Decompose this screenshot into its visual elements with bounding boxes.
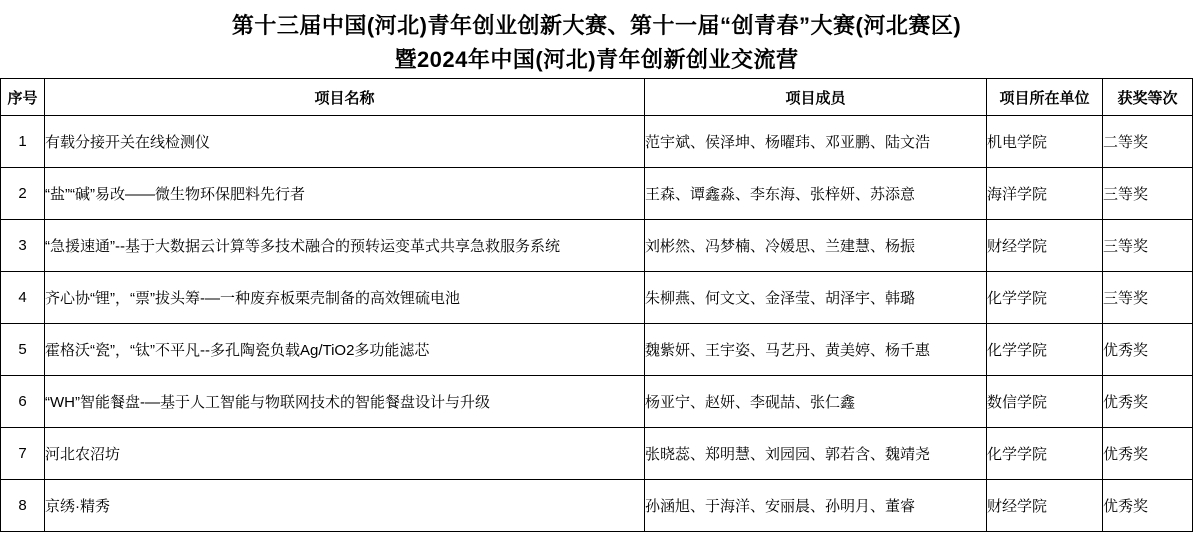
cell-unit: 化学学院: [987, 272, 1103, 324]
cell-project-name: 霍格沃“瓷”，“钛”不平凡--多孔陶瓷负载Ag/TiO2多功能滤芯: [45, 324, 645, 376]
table-header-row: [1, 79, 1193, 116]
cell-members: 朱柳燕、何文文、金泽莹、胡泽宇、韩璐: [645, 272, 987, 324]
cell-unit: 海洋学院: [987, 168, 1103, 220]
cell-members: 杨亚宁、赵妍、李砚喆、张仁鑫: [645, 376, 987, 428]
cell-no: 5: [1, 324, 45, 376]
cell-project-name: 有载分接开关在线检测仪: [45, 116, 645, 168]
cell-project-name: “急援速通”--基于大数据云计算等多技术融合的预转运变革式共享急救服务系统: [45, 220, 645, 272]
cell-unit: 财经学院: [987, 220, 1103, 272]
cell-no: 1: [1, 116, 45, 168]
cell-no: 6: [1, 376, 45, 428]
document-title: [0, 0, 1193, 77]
cell-members: 魏紫妍、王宇姿、马艺丹、黄美婷、杨千惠: [645, 324, 987, 376]
cell-no: 8: [1, 480, 45, 532]
cell-award: 三等奖: [1103, 272, 1193, 324]
column-header-unit: 项目所在单位: [987, 79, 1103, 116]
cell-award: 三等奖: [1103, 168, 1193, 220]
column-header-no: 序号: [1, 79, 45, 116]
table-row: [1, 220, 1193, 272]
table-row: [1, 116, 1193, 168]
table-row: [1, 480, 1193, 532]
cell-project-name: “WH”智能餐盘-—基于人工智能与物联网技术的智能餐盘设计与升级: [45, 376, 645, 428]
table-row: [1, 168, 1193, 220]
cell-no: 7: [1, 428, 45, 480]
table-row: [1, 272, 1193, 324]
cell-no: 2: [1, 168, 45, 220]
cell-unit: 财经学院: [987, 480, 1103, 532]
cell-award: 二等奖: [1103, 116, 1193, 168]
table-row: [1, 376, 1193, 428]
cell-unit: 数信学院: [987, 376, 1103, 428]
cell-award: 优秀奖: [1103, 428, 1193, 480]
document-title-line2: 暨2024年中国(河北)青年创新创业交流营: [394, 47, 799, 72]
cell-project-name: “盐”“碱”易改——微生物环保肥料先行者: [45, 168, 645, 220]
cell-members: 张晓蕊、郑明慧、刘园园、郭若含、魏靖尧: [645, 428, 987, 480]
column-header-award: 获奖等次: [1103, 79, 1193, 116]
cell-members: 刘彬然、冯梦楠、冷媛思、兰建慧、杨振: [645, 220, 987, 272]
cell-project-name: 河北农沼坊: [45, 428, 645, 480]
awards-table: [0, 78, 1193, 532]
table-body: [1, 116, 1193, 532]
cell-award: 优秀奖: [1103, 324, 1193, 376]
table-row: [1, 428, 1193, 480]
column-header-members: 项目成员: [645, 79, 987, 116]
cell-members: 王森、谭鑫淼、李东海、张梓妍、苏添意: [645, 168, 987, 220]
cell-members: 孙涵旭、于海洋、安丽晨、孙明月、董睿: [645, 480, 987, 532]
cell-award: 优秀奖: [1103, 376, 1193, 428]
column-header-project-name: 项目名称: [45, 79, 645, 116]
cell-members: 范宇斌、侯泽坤、杨曜玮、邓亚鹏、陆文浩: [645, 116, 987, 168]
cell-no: 4: [1, 272, 45, 324]
cell-unit: 化学学院: [987, 324, 1103, 376]
table-row: [1, 324, 1193, 376]
cell-award: 三等奖: [1103, 220, 1193, 272]
document-title-line1: 第十三届中国(河北)青年创业创新大赛、第十一届“创青春”大赛(河北赛区): [231, 13, 962, 38]
cell-unit: 化学学院: [987, 428, 1103, 480]
cell-award: 优秀奖: [1103, 480, 1193, 532]
cell-no: 3: [1, 220, 45, 272]
cell-project-name: 京绣·精秀: [45, 480, 645, 532]
cell-project-name: 齐心协“锂”，“票”拔头筹-—一种废弃板栗壳制备的高效锂硫电池: [45, 272, 645, 324]
cell-unit: 机电学院: [987, 116, 1103, 168]
